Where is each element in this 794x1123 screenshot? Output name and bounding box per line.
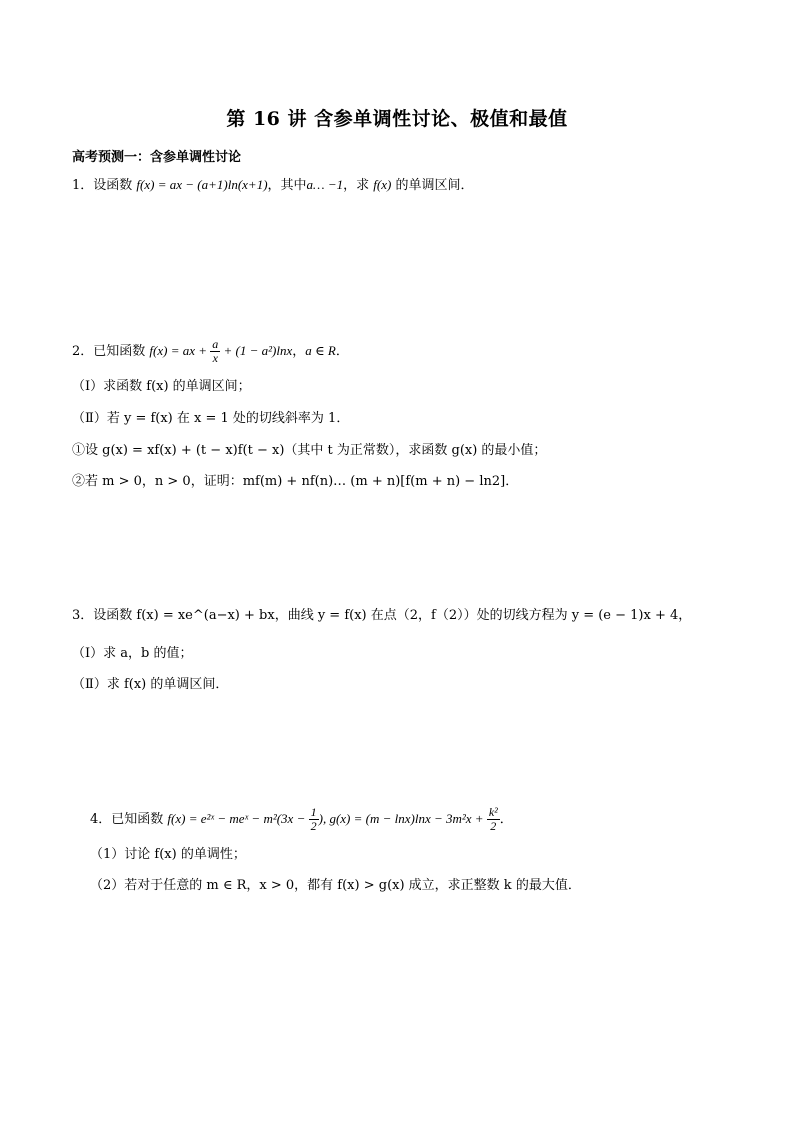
q1-text-pre: 设函数 [93, 178, 137, 193]
q1-fx: f(x) [373, 177, 392, 192]
q4-fraction-2 [487, 806, 500, 833]
q1-text-mid: ，其中 [267, 178, 307, 193]
q2-formula-a: f(x) = ax + [149, 343, 211, 358]
question-4 [90, 806, 513, 833]
q4-frac2-den: 2 [490, 819, 497, 833]
q3-part-1: （Ⅰ）求 a，b 的值； [72, 646, 193, 661]
q2-formula-b: + (1 − a²)lnx [220, 343, 293, 358]
q4-formula-a: f(x) = e²ˣ − meˣ − m²(3x − [167, 811, 309, 826]
q2-part-2-1: ①设 g(x) = xf(x) + (t − x)f(t − x)（其中 t 为正常数），求函数 g(x) 的最小值； [72, 443, 547, 458]
q2-condition: a ∈ R [305, 343, 336, 358]
page-title: 第 16 讲 含参单调性讨论、极值和最值 [226, 108, 568, 130]
q4-text-pre: 已知函数 [111, 812, 168, 827]
question-1 [72, 176, 473, 195]
q2-part-1: （Ⅰ）求函数 f(x) 的单调区间； [72, 379, 251, 394]
q4-part-1: （1）讨论 f(x) 的单调性； [90, 847, 246, 862]
q2-fraction [210, 338, 220, 365]
question-3: 3．设函数 f(x) = xe^(a−x) + bx，曲线 y = f(x) 在点（2，f（2））处的切线方程为 y = (e − 1)x + 4， [72, 608, 692, 623]
q3-part-2: （Ⅱ）求 f(x) 的单调区间． [72, 677, 229, 692]
question-2 [72, 338, 349, 365]
q4-fraction-1 [309, 806, 319, 833]
q2-text-mid: ， [292, 344, 306, 359]
q2-frac-num: a [212, 337, 219, 351]
q1-text-post1: ，求 [343, 178, 374, 193]
q2-frac-den: x [212, 351, 218, 365]
q2-number: 2． [72, 344, 94, 359]
q1-number: 1． [72, 178, 94, 193]
q4-frac1-num: 1 [310, 805, 317, 819]
q2-part-2: （Ⅱ）若 y = f(x) 在 x = 1 处的切线斜率为 1． [72, 411, 350, 426]
q1-condition: a… −1 [306, 177, 344, 192]
q4-frac2-num: k² [488, 805, 498, 819]
q4-part-2: （2）若对于任意的 m ∈ R，x > 0，都有 f(x) > g(x) 成立，求正整数 k 的最大值． [90, 878, 581, 893]
q2-text-pre: 已知函数 [93, 344, 150, 359]
q2-part-2-2: ②若 m > 0，n > 0，证明：mf(m) + nf(n)… (m + n)[f(m + n) − ln2]． [72, 474, 519, 489]
q4-number: 4． [90, 812, 112, 827]
q1-formula: f(x) = ax − (a+1)ln(x+1) [136, 177, 268, 192]
section-heading: 高考预测一：含参单调性讨论 [72, 150, 242, 165]
q2-end: ． [335, 344, 349, 359]
q4-end: ． [499, 812, 513, 827]
q1-text-post2: 的单调区间． [391, 178, 474, 193]
q4-frac1-den: 2 [310, 819, 317, 833]
q4-formula-b: ), g(x) = (m − lnx)lnx − 3m²x + [318, 811, 487, 826]
